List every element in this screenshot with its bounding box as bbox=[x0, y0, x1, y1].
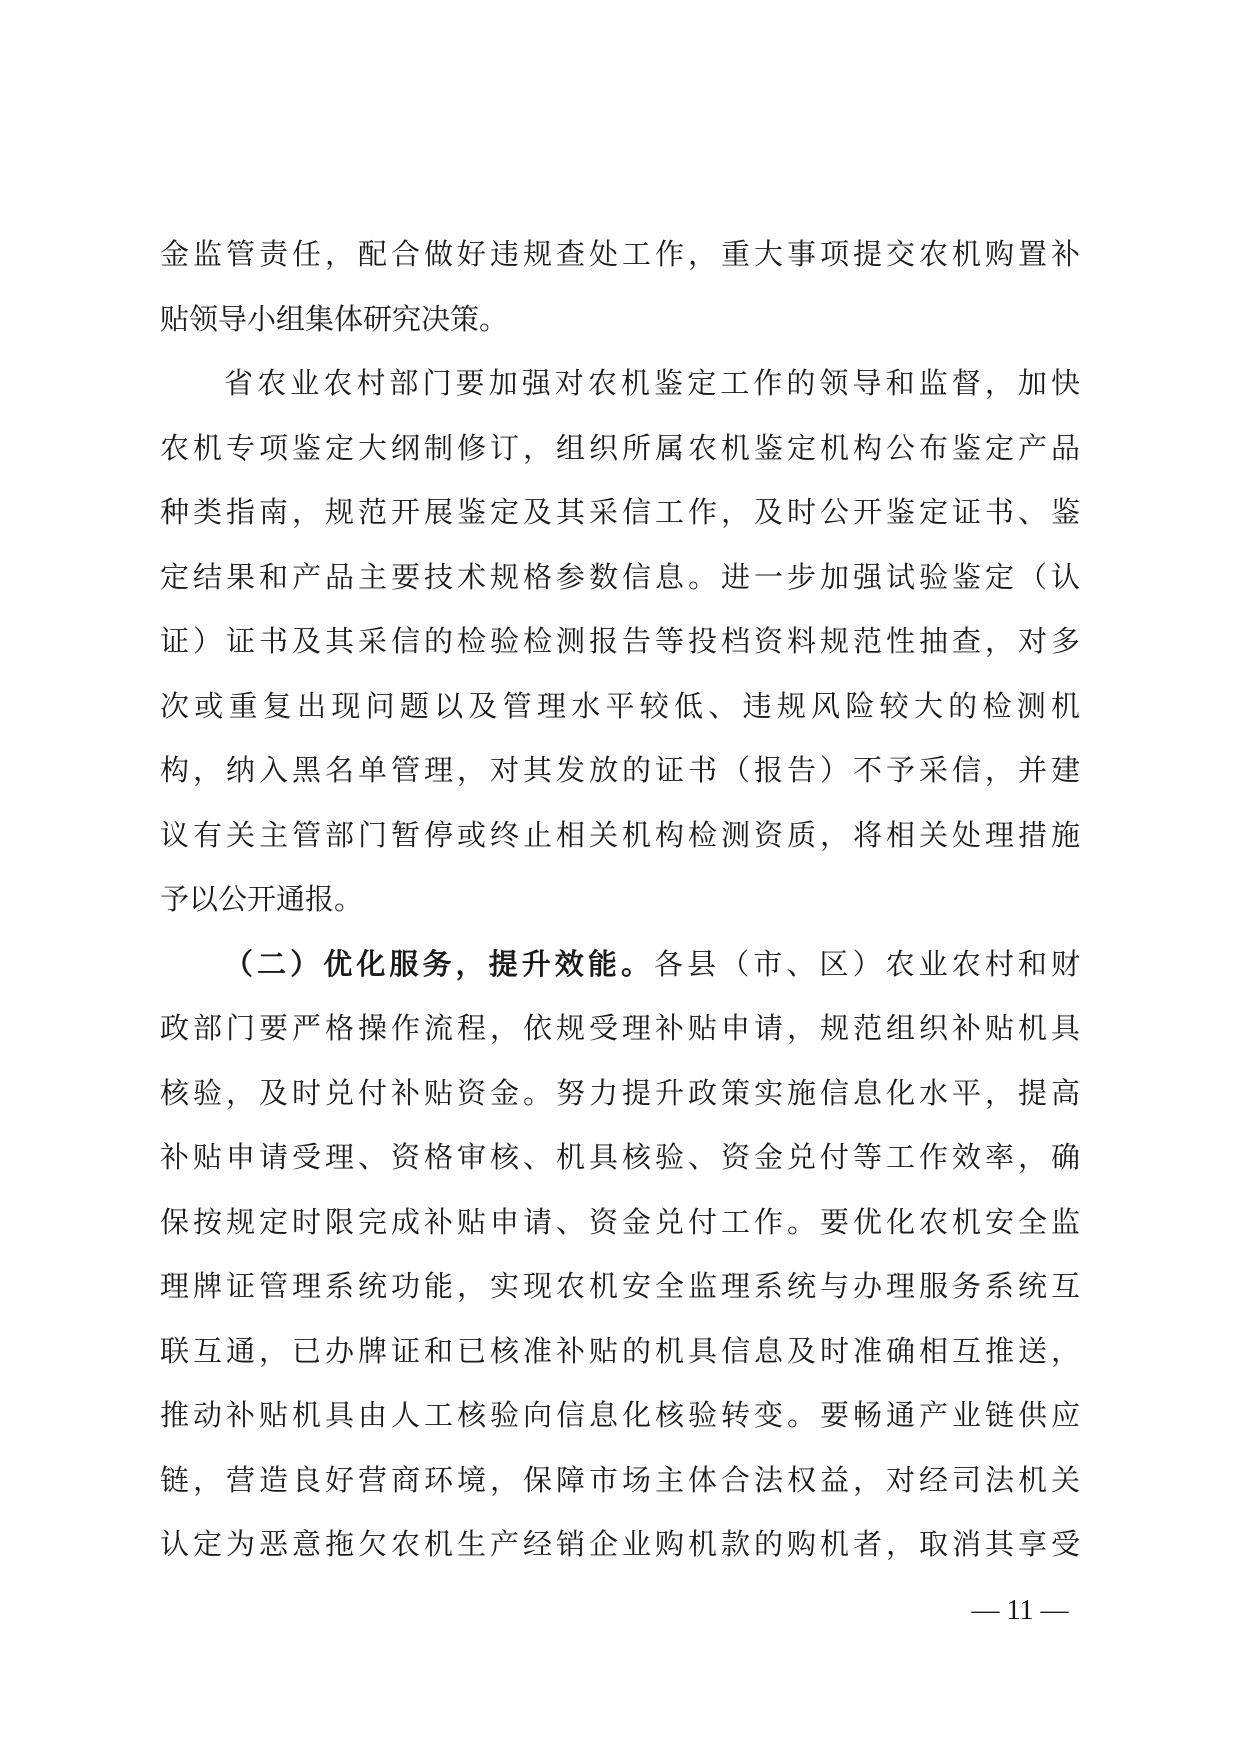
text-line: 金监管责任，配合做好违规查处工作，重大事项提交农机购置补 bbox=[160, 237, 1080, 271]
text-line: 政部门要严格操作流程，依规受理补贴申请，规范组织补贴机具 bbox=[160, 1011, 1080, 1045]
text-line: 予以公开通报。 bbox=[160, 882, 364, 916]
text-line: 种类指南，规范开展鉴定及其采信工作，及时公开鉴定证书、鉴 bbox=[160, 495, 1080, 529]
text-line: 保按规定时限完成补贴申请、资金兑付工作。要优化农机安全监 bbox=[160, 1204, 1080, 1239]
text-line: 补贴申请受理、资格审核、机具核验、资金兑付等工作效率，确 bbox=[160, 1140, 1080, 1174]
text-line: 农机专项鉴定大纲制修订，组织所属农机鉴定机构公布鉴定产品 bbox=[160, 430, 1080, 465]
text-line: 联互通，已办牌证和已核准补贴的机具信息及时准确相互推送， bbox=[160, 1333, 1080, 1368]
text-line: 理牌证管理系统功能，实现农机安全监理系统与办理服务系统互 bbox=[160, 1269, 1080, 1303]
text-line: 定结果和产品主要技术规格参数信息。进一步加强试验鉴定（认 bbox=[160, 559, 1080, 594]
body-text bbox=[160, 222, 1080, 1577]
text-line: 链，营造良好营商环境，保障市场主体合法权益，对经司法机关 bbox=[160, 1462, 1080, 1497]
text-line: 认定为恶意拖欠农机生产经销企业购机款的购机者，取消其享受 bbox=[160, 1527, 1080, 1561]
text-line: 贴领导小组集体研究决策。 bbox=[160, 301, 509, 336]
section-heading-line bbox=[160, 932, 1080, 997]
section-heading: （二）优化服务，提升效能。 bbox=[224, 946, 655, 981]
page-number: — 11 — bbox=[971, 1595, 1069, 1626]
text-line: 构，纳入黑名单管理，对其发放的证书（报告）不予采信，并建 bbox=[160, 753, 1080, 787]
text-line: 议有关主管部门暂停或终止相关机构检测资质，将相关处理措施 bbox=[160, 817, 1080, 852]
text-line: 各县（市、区）农业农村和财 bbox=[654, 946, 1080, 981]
text-line: 次或重复出现问题以及管理水平较低、违规风险较大的检测机 bbox=[160, 688, 1080, 723]
text-line: 证）证书及其采信的检验检测报告等投档资料规范性抽查，对多 bbox=[160, 624, 1080, 658]
text-line: 核验，及时兑付补贴资金。努力提升政策实施信息化水平，提高 bbox=[160, 1075, 1080, 1110]
text-line: 推动补贴机具由人工核验向信息化核验转变。要畅通产业链供应 bbox=[160, 1398, 1080, 1432]
text-line: 省农业农村部门要加强对农机鉴定工作的领导和监督，加快 bbox=[224, 366, 1080, 400]
